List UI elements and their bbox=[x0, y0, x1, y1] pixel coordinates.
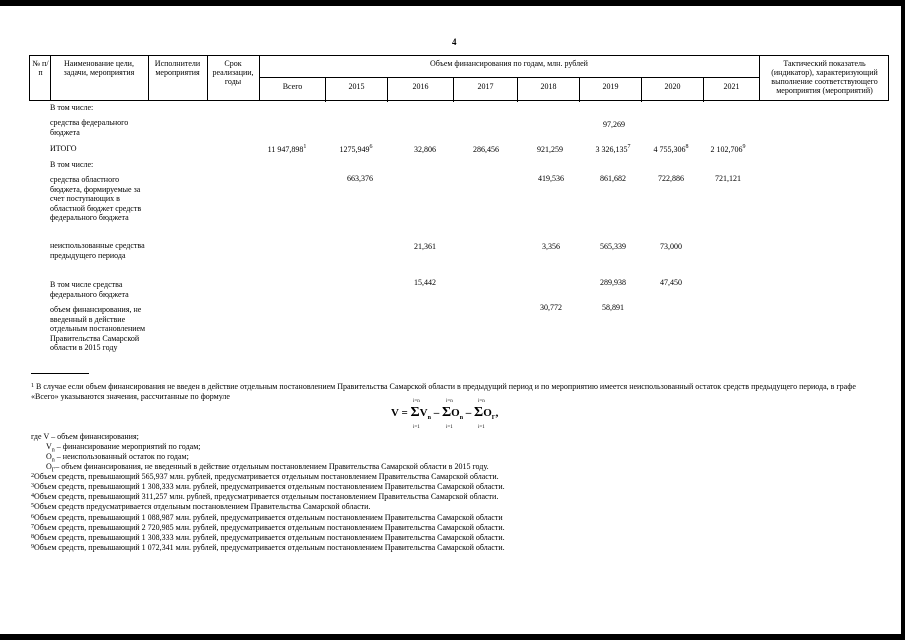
row-label: ИТОГО bbox=[50, 144, 77, 153]
value-cell: 97,269 bbox=[603, 120, 625, 129]
subheader-2021: 2021 bbox=[723, 82, 740, 91]
row-label: В том числе: bbox=[50, 160, 94, 169]
value-cell: 721,121 bbox=[715, 174, 741, 183]
value-cell: 286,456 bbox=[473, 145, 499, 154]
footnote: $^9$Объем средств, превышающий 1 072,341 млн. рублей, предусматривается отдельным постановлением Правительства Самарской области. bbox=[31, 543, 505, 552]
value-cell: 73,000 bbox=[660, 242, 682, 251]
scan-top-border bbox=[0, 0, 905, 6]
scan-right-border bbox=[901, 0, 905, 640]
value-cell: 921,259 bbox=[537, 145, 563, 154]
subheader-2017: 2017 bbox=[477, 82, 494, 91]
header-name: Наименование цели, задачи, мероприятия bbox=[63, 59, 135, 77]
header-executors: Исполнители мероприятия bbox=[154, 59, 201, 77]
value-cell: 58,891 bbox=[602, 303, 624, 312]
value-cell: 1275,949$^6$ bbox=[339, 144, 373, 154]
footnote: $^8$Объем средств, превышающий 1 308,333 млн. рублей, предусматривается отдельным постановлением Правительства Самарской области. bbox=[31, 533, 505, 542]
subheader-2020: 2020 bbox=[664, 82, 681, 91]
financing-table-header bbox=[29, 55, 889, 101]
subheader-2018: 2018 bbox=[540, 82, 557, 91]
formula-limit: i=1 bbox=[478, 425, 485, 430]
footnote: $^7$Объем средств, превышающий 2 720,985 млн. рублей, предусматривается отдельным постановлением Правительства Самарской области. bbox=[31, 523, 505, 532]
value-cell: 30,772 bbox=[540, 303, 562, 312]
subheader-total: Всего bbox=[282, 82, 303, 91]
value-cell: 722,886 bbox=[658, 174, 684, 183]
value-cell: 3,356 bbox=[542, 242, 560, 251]
definition-vn: $V_n$ – финансирование мероприятий по годам; bbox=[46, 442, 201, 454]
value-cell: 47,450 bbox=[660, 278, 682, 287]
footnote-1: $^1$ В случае если объем финансирования не введен в действие отдельным постановлением Правительства Самарской области в предыдущий период и по мероприятию имеется неиспользованный остаток средств предыдущего периода, в графе «Всего» указываются значения, рассчитанные по формуле bbox=[31, 382, 856, 401]
value-cell: 15,442 bbox=[414, 278, 436, 287]
definition-on: $O_n$ – неиспользованный остаток по годам; bbox=[46, 452, 189, 464]
formula-limit: i=n bbox=[446, 399, 453, 404]
scan-bottom-border bbox=[0, 634, 905, 640]
row-label: В том числе: bbox=[50, 103, 94, 112]
subheader-2015: 2015 bbox=[348, 82, 365, 91]
row-label: В том числе средства федерального бюджета bbox=[50, 280, 129, 299]
value-cell: 663,376 bbox=[347, 174, 373, 183]
footnote: $^5$Объем средств предусматривается отдельным постановлением Правительства Самарской области. bbox=[31, 502, 371, 511]
row-label: средства областного бюджета, формируемые за счет поступающих в областной бюджет средств федерального бюджета bbox=[50, 175, 142, 223]
subheader-2019: 2019 bbox=[602, 82, 619, 91]
formula-limit: i=1 bbox=[446, 425, 453, 430]
row-label: неиспользованные средства предыдущего периода bbox=[50, 241, 145, 260]
row-label: средства федерального бюджета bbox=[50, 118, 129, 137]
page-number: 4 bbox=[452, 37, 457, 47]
value-cell: 2 102,706$^9$ bbox=[710, 144, 746, 154]
footnote: $^2$Объем средств, превышающий 565,937 млн. рублей, предусматривается отдельным постановлением Правительства Самарской области. bbox=[31, 472, 499, 481]
value-cell: 419,536 bbox=[538, 174, 564, 183]
header-indicator: Тактический показатель (индикатор), характеризующий выполнение соответствующего мероприятия (мероприятий) bbox=[771, 59, 878, 95]
row-label: объем финансирования, не введенный в действие отдельным постановлением Правительства Самарской области в 2015 году bbox=[50, 305, 146, 353]
value-cell: 3 326,135$^7$ bbox=[595, 144, 631, 154]
value-cell: 289,938 bbox=[600, 278, 626, 287]
formula: $V = \Sigma V_n - \Sigma O_n - \Sigma O_Г$, bbox=[391, 405, 499, 422]
value-cell: 565,339 bbox=[600, 242, 626, 251]
header-term: Срок реализации, годы bbox=[212, 59, 254, 86]
value-cell: 11 947,898$^1$ bbox=[267, 144, 307, 154]
subheader-2016: 2016 bbox=[412, 82, 429, 91]
formula-limit: i=n bbox=[478, 399, 485, 404]
value-cell: 4 755,306$^8$ bbox=[653, 144, 689, 154]
header-num: № п/п bbox=[32, 59, 49, 77]
footnote: $^3$Объем средств, превышающий 1 308,333 млн. рублей, предусматривается отдельным постановлением Правительства Самарской области. bbox=[31, 482, 505, 491]
formula-limit: i=n bbox=[413, 399, 420, 404]
footnote: $^6$Объем средств, превышающий 1 088,987 млн. рублей, предусматривается отдельным постановлением Правительства Самарской области bbox=[31, 513, 503, 522]
footnote-divider bbox=[31, 373, 89, 374]
formula-where: где V – объем финансирования; bbox=[31, 432, 139, 441]
value-cell: 21,361 bbox=[414, 242, 436, 251]
definition-og: $O_Г-$ объем финансирования, не введенный в действие отдельным постановлением Правительства Самарской области в 2015 году. bbox=[46, 462, 489, 474]
footnote: $^4$Объем средств, превышающий 311,257 млн. рублей, предусматривается отдельным постановлением Правительства Самарской области. bbox=[31, 492, 499, 501]
value-cell: 32,806 bbox=[414, 145, 436, 154]
header-financing: Объем финансирования по годам, млн. рублей bbox=[430, 59, 588, 68]
formula-limit: i=1 bbox=[413, 425, 420, 430]
value-cell: 861,682 bbox=[600, 174, 626, 183]
